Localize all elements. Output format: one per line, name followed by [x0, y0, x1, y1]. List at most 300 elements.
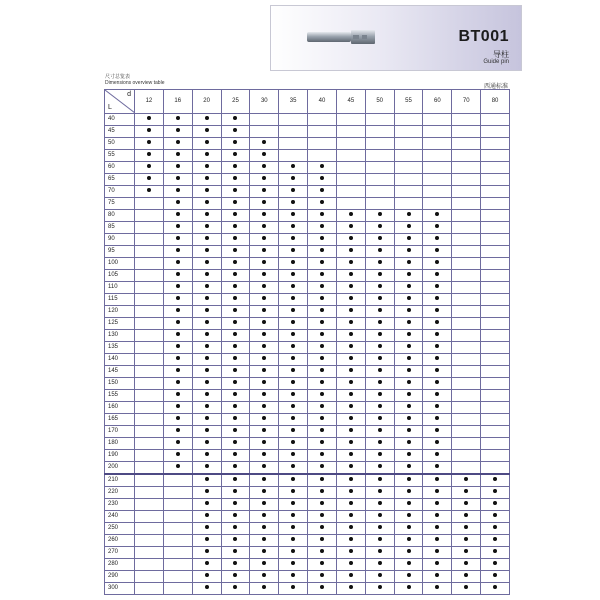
available-dot-icon: [407, 501, 411, 505]
availability-cell: [279, 426, 308, 438]
availability-cell: [250, 126, 279, 138]
available-dot-icon: [262, 236, 266, 240]
availability-cell: [394, 366, 423, 378]
availability-cell: [308, 366, 337, 378]
available-dot-icon: [205, 260, 209, 264]
available-dot-icon: [233, 320, 237, 324]
available-dot-icon: [205, 489, 209, 493]
table-row: [105, 390, 510, 402]
availability-cell: [452, 438, 481, 450]
availability-cell: [452, 474, 481, 487]
availability-cell: [423, 162, 452, 174]
length-cell: 170: [105, 426, 135, 438]
availability-cell: [192, 474, 221, 487]
availability-cell: [192, 222, 221, 234]
availability-cell: [394, 547, 423, 559]
available-dot-icon: [291, 176, 295, 180]
availability-cell: [365, 438, 394, 450]
available-dot-icon: [407, 573, 411, 577]
availability-cell: [481, 499, 510, 511]
available-dot-icon: [320, 176, 324, 180]
availability-cell: [394, 390, 423, 402]
availability-cell: [365, 246, 394, 258]
length-cell: 40: [105, 114, 135, 126]
availability-cell: [481, 523, 510, 535]
availability-cell: [308, 186, 337, 198]
available-dot-icon: [349, 585, 353, 589]
availability-cell: [394, 462, 423, 475]
availability-cell: [192, 450, 221, 462]
column-header-d: 60: [423, 90, 452, 114]
availability-cell: [423, 210, 452, 222]
availability-cell: [394, 426, 423, 438]
availability-cell: [336, 126, 365, 138]
available-dot-icon: [493, 549, 497, 553]
available-dot-icon: [205, 549, 209, 553]
available-dot-icon: [205, 272, 209, 276]
available-dot-icon: [407, 284, 411, 288]
available-dot-icon: [176, 332, 180, 336]
available-dot-icon: [407, 428, 411, 432]
available-dot-icon: [320, 296, 324, 300]
availability-cell: [135, 559, 164, 571]
available-dot-icon: [435, 236, 439, 240]
availability-cell: [365, 138, 394, 150]
available-dot-icon: [291, 452, 295, 456]
availability-cell: [481, 402, 510, 414]
available-dot-icon: [291, 344, 295, 348]
availability-cell: [452, 342, 481, 354]
availability-cell: [336, 523, 365, 535]
available-dot-icon: [320, 404, 324, 408]
table-row: [105, 583, 510, 595]
available-dot-icon: [205, 116, 209, 120]
available-dot-icon: [205, 501, 209, 505]
availability-cell: [423, 559, 452, 571]
available-dot-icon: [349, 380, 353, 384]
available-dot-icon: [349, 573, 353, 577]
available-dot-icon: [233, 489, 237, 493]
available-dot-icon: [291, 260, 295, 264]
length-cell: 135: [105, 342, 135, 354]
availability-cell: [365, 354, 394, 366]
availability-cell: [279, 499, 308, 511]
availability-cell: [452, 294, 481, 306]
availability-cell: [423, 414, 452, 426]
length-cell: 220: [105, 487, 135, 499]
length-cell: 190: [105, 450, 135, 462]
available-dot-icon: [262, 452, 266, 456]
available-dot-icon: [262, 513, 266, 517]
available-dot-icon: [205, 128, 209, 132]
availability-cell: [423, 438, 452, 450]
availability-cell: [481, 390, 510, 402]
availability-cell: [423, 426, 452, 438]
available-dot-icon: [320, 501, 324, 505]
available-dot-icon: [493, 489, 497, 493]
availability-cell: [221, 378, 250, 390]
available-dot-icon: [147, 164, 151, 168]
available-dot-icon: [407, 248, 411, 252]
table-row: [105, 174, 510, 186]
availability-cell: [394, 438, 423, 450]
availability-cell: [163, 402, 192, 414]
availability-cell: [336, 571, 365, 583]
available-dot-icon: [176, 464, 180, 468]
length-cell: 55: [105, 150, 135, 162]
length-cell: 65: [105, 174, 135, 186]
available-dot-icon: [349, 344, 353, 348]
availability-cell: [163, 162, 192, 174]
availability-cell: [452, 246, 481, 258]
availability-cell: [308, 150, 337, 162]
availability-cell: [163, 378, 192, 390]
available-dot-icon: [262, 380, 266, 384]
available-dot-icon: [378, 428, 382, 432]
availability-cell: [279, 126, 308, 138]
available-dot-icon: [320, 260, 324, 264]
available-dot-icon: [435, 440, 439, 444]
availability-cell: [163, 438, 192, 450]
availability-cell: [452, 462, 481, 475]
availability-cell: [308, 426, 337, 438]
availability-cell: [279, 114, 308, 126]
availability-cell: [423, 402, 452, 414]
available-dot-icon: [233, 561, 237, 565]
availability-cell: [365, 162, 394, 174]
available-dot-icon: [435, 561, 439, 565]
available-dot-icon: [407, 260, 411, 264]
available-dot-icon: [349, 392, 353, 396]
availability-cell: [250, 499, 279, 511]
availability-cell: [192, 571, 221, 583]
availability-cell: [163, 306, 192, 318]
length-symbol: L: [108, 104, 112, 111]
table-row: [105, 126, 510, 138]
availability-cell: [336, 162, 365, 174]
availability-cell: [221, 390, 250, 402]
available-dot-icon: [262, 404, 266, 408]
availability-cell: [163, 571, 192, 583]
available-dot-icon: [435, 452, 439, 456]
available-dot-icon: [435, 392, 439, 396]
available-dot-icon: [378, 272, 382, 276]
available-dot-icon: [435, 296, 439, 300]
availability-cell: [135, 294, 164, 306]
available-dot-icon: [435, 284, 439, 288]
availability-cell: [394, 378, 423, 390]
available-dot-icon: [176, 368, 180, 372]
availability-cell: [250, 222, 279, 234]
availability-cell: [308, 162, 337, 174]
availability-cell: [336, 462, 365, 475]
available-dot-icon: [176, 428, 180, 432]
length-cell: 240: [105, 511, 135, 523]
available-dot-icon: [205, 404, 209, 408]
length-cell: 60: [105, 162, 135, 174]
available-dot-icon: [493, 573, 497, 577]
available-dot-icon: [378, 212, 382, 216]
availability-cell: [192, 318, 221, 330]
availability-cell: [423, 366, 452, 378]
length-cell: 145: [105, 366, 135, 378]
available-dot-icon: [233, 236, 237, 240]
length-cell: 50: [105, 138, 135, 150]
available-dot-icon: [349, 368, 353, 372]
available-dot-icon: [407, 236, 411, 240]
available-dot-icon: [205, 513, 209, 517]
available-dot-icon: [262, 416, 266, 420]
availability-cell: [452, 174, 481, 186]
availability-cell: [452, 270, 481, 282]
available-dot-icon: [378, 537, 382, 541]
availability-cell: [192, 511, 221, 523]
available-dot-icon: [233, 356, 237, 360]
available-dot-icon: [233, 513, 237, 517]
available-dot-icon: [262, 224, 266, 228]
available-dot-icon: [233, 272, 237, 276]
availability-cell: [365, 198, 394, 210]
availability-cell: [279, 438, 308, 450]
availability-cell: [452, 426, 481, 438]
availability-cell: [452, 523, 481, 535]
available-dot-icon: [205, 573, 209, 577]
availability-cell: [221, 402, 250, 414]
availability-cell: [221, 162, 250, 174]
length-cell: 120: [105, 306, 135, 318]
availability-cell: [452, 499, 481, 511]
availability-cell: [394, 282, 423, 294]
column-header-d: 45: [336, 90, 365, 114]
availability-cell: [336, 222, 365, 234]
availability-cell: [221, 511, 250, 523]
availability-cell: [279, 523, 308, 535]
availability-cell: [163, 210, 192, 222]
table-row: [105, 222, 510, 234]
availability-cell: [308, 438, 337, 450]
availability-cell: [221, 330, 250, 342]
availability-cell: [135, 282, 164, 294]
table-row: [105, 294, 510, 306]
available-dot-icon: [493, 477, 497, 481]
available-dot-icon: [291, 416, 295, 420]
availability-cell: [279, 234, 308, 246]
availability-cell: [308, 330, 337, 342]
availability-cell: [192, 126, 221, 138]
available-dot-icon: [291, 356, 295, 360]
availability-cell: [221, 270, 250, 282]
available-dot-icon: [435, 248, 439, 252]
column-header-d: 20: [192, 90, 221, 114]
availability-cell: [192, 583, 221, 595]
available-dot-icon: [349, 212, 353, 216]
table-row: [105, 246, 510, 258]
available-dot-icon: [176, 284, 180, 288]
availability-cell: [394, 571, 423, 583]
available-dot-icon: [407, 320, 411, 324]
availability-cell: [250, 426, 279, 438]
available-dot-icon: [349, 549, 353, 553]
availability-cell: [365, 571, 394, 583]
available-dot-icon: [435, 501, 439, 505]
available-dot-icon: [378, 452, 382, 456]
available-dot-icon: [349, 404, 353, 408]
availability-cell: [452, 138, 481, 150]
availability-cell: [394, 198, 423, 210]
availability-cell: [163, 330, 192, 342]
available-dot-icon: [378, 320, 382, 324]
availability-cell: [481, 511, 510, 523]
availability-cell: [308, 342, 337, 354]
availability-cell: [394, 523, 423, 535]
availability-cell: [423, 270, 452, 282]
available-dot-icon: [320, 236, 324, 240]
availability-cell: [192, 150, 221, 162]
available-dot-icon: [378, 368, 382, 372]
availability-cell: [135, 378, 164, 390]
length-cell: 95: [105, 246, 135, 258]
available-dot-icon: [435, 525, 439, 529]
availability-cell: [163, 114, 192, 126]
availability-cell: [308, 499, 337, 511]
available-dot-icon: [291, 308, 295, 312]
availability-cell: [336, 198, 365, 210]
available-dot-icon: [147, 176, 151, 180]
availability-cell: [192, 234, 221, 246]
availability-cell: [279, 294, 308, 306]
availability-cell: [135, 342, 164, 354]
available-dot-icon: [205, 224, 209, 228]
length-cell: 105: [105, 270, 135, 282]
availability-cell: [481, 571, 510, 583]
availability-cell: [250, 474, 279, 487]
available-dot-icon: [205, 537, 209, 541]
available-dot-icon: [147, 152, 151, 156]
availability-cell: [336, 354, 365, 366]
guide-pin-image: [306, 29, 378, 45]
availability-cell: [452, 306, 481, 318]
availability-cell: [336, 414, 365, 426]
availability-cell: [250, 174, 279, 186]
availability-cell: [135, 571, 164, 583]
availability-cell: [221, 234, 250, 246]
available-dot-icon: [349, 489, 353, 493]
available-dot-icon: [233, 428, 237, 432]
available-dot-icon: [233, 452, 237, 456]
availability-cell: [221, 174, 250, 186]
table-row: [105, 342, 510, 354]
availability-cell: [365, 306, 394, 318]
available-dot-icon: [291, 537, 295, 541]
availability-cell: [423, 138, 452, 150]
available-dot-icon: [407, 332, 411, 336]
availability-cell: [452, 547, 481, 559]
available-dot-icon: [291, 164, 295, 168]
available-dot-icon: [205, 380, 209, 384]
available-dot-icon: [205, 585, 209, 589]
table-row: [105, 499, 510, 511]
availability-cell: [163, 390, 192, 402]
available-dot-icon: [233, 501, 237, 505]
availability-cell: [394, 342, 423, 354]
available-dot-icon: [435, 320, 439, 324]
length-cell: 130: [105, 330, 135, 342]
table-row: [105, 511, 510, 523]
availability-cell: [279, 186, 308, 198]
available-dot-icon: [291, 477, 295, 481]
availability-cell: [308, 583, 337, 595]
available-dot-icon: [435, 380, 439, 384]
availability-cell: [279, 450, 308, 462]
availability-cell: [336, 559, 365, 571]
availability-cell: [336, 270, 365, 282]
available-dot-icon: [205, 320, 209, 324]
availability-cell: [192, 162, 221, 174]
available-dot-icon: [378, 464, 382, 468]
available-dot-icon: [435, 212, 439, 216]
availability-cell: [279, 282, 308, 294]
available-dot-icon: [262, 585, 266, 589]
available-dot-icon: [435, 489, 439, 493]
available-dot-icon: [349, 296, 353, 300]
available-dot-icon: [378, 332, 382, 336]
available-dot-icon: [320, 428, 324, 432]
available-dot-icon: [176, 212, 180, 216]
availability-cell: [279, 138, 308, 150]
availability-cell: [279, 306, 308, 318]
availability-cell: [481, 258, 510, 270]
available-dot-icon: [320, 320, 324, 324]
availability-cell: [308, 294, 337, 306]
availability-cell: [250, 462, 279, 475]
availability-cell: [308, 258, 337, 270]
available-dot-icon: [176, 236, 180, 240]
column-header-d: 50: [365, 90, 394, 114]
availability-cell: [135, 474, 164, 487]
availability-cell: [365, 186, 394, 198]
available-dot-icon: [205, 200, 209, 204]
availability-cell: [135, 354, 164, 366]
table-row: [105, 162, 510, 174]
availability-cell: [452, 450, 481, 462]
availability-cell: [394, 246, 423, 258]
availability-cell: [135, 114, 164, 126]
length-cell: 165: [105, 414, 135, 426]
availability-cell: [221, 198, 250, 210]
availability-cell: [163, 222, 192, 234]
availability-cell: [394, 138, 423, 150]
available-dot-icon: [233, 392, 237, 396]
available-dot-icon: [205, 296, 209, 300]
availability-cell: [481, 138, 510, 150]
availability-cell: [423, 535, 452, 547]
available-dot-icon: [435, 573, 439, 577]
available-dot-icon: [291, 549, 295, 553]
availability-cell: [423, 330, 452, 342]
available-dot-icon: [205, 212, 209, 216]
column-header-d: 80: [481, 90, 510, 114]
available-dot-icon: [205, 140, 209, 144]
availability-cell: [452, 583, 481, 595]
availability-cell: [365, 474, 394, 487]
available-dot-icon: [407, 392, 411, 396]
availability-cell: [336, 246, 365, 258]
availability-cell: [279, 318, 308, 330]
available-dot-icon: [464, 573, 468, 577]
availability-cell: [365, 426, 394, 438]
availability-cell: [135, 535, 164, 547]
availability-cell: [221, 426, 250, 438]
